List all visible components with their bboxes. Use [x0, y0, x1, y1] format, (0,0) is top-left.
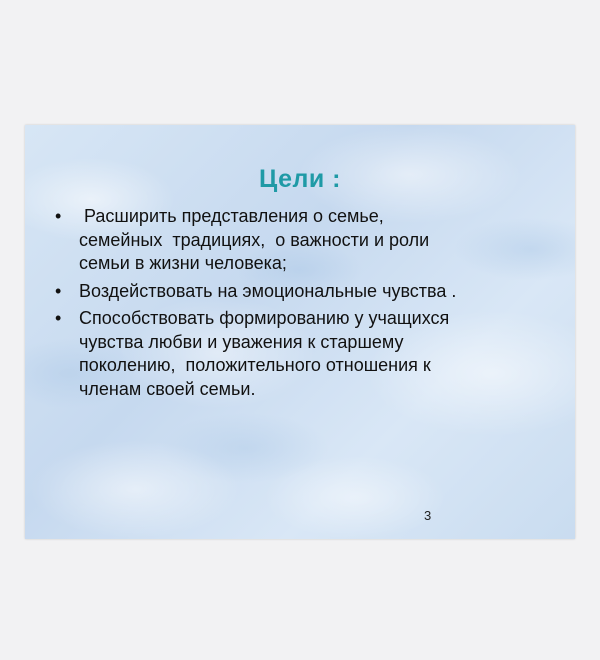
- list-item: [55, 205, 535, 276]
- goals-list: [55, 205, 535, 405]
- bullet-icon: •: [55, 206, 62, 226]
- list-item: [55, 307, 535, 401]
- goal-text: Способствовать формированию у учащихся чувства любви и уважения к старшему поколению, положительного отношения к членам своей семьи.: [79, 308, 450, 399]
- bullet-icon: •: [55, 308, 62, 328]
- slide-title: Цели :: [259, 165, 341, 193]
- page-number: 3: [424, 508, 432, 523]
- goal-text: Воздействовать на эмоциональные чувства .: [79, 280, 457, 301]
- list-item: [55, 280, 535, 304]
- bullet-icon: •: [55, 280, 62, 301]
- slide: [25, 125, 575, 539]
- goal-text: Расширить представления о семье, семейных традициях, о важности и роли семьи в жизни человека;: [79, 206, 430, 273]
